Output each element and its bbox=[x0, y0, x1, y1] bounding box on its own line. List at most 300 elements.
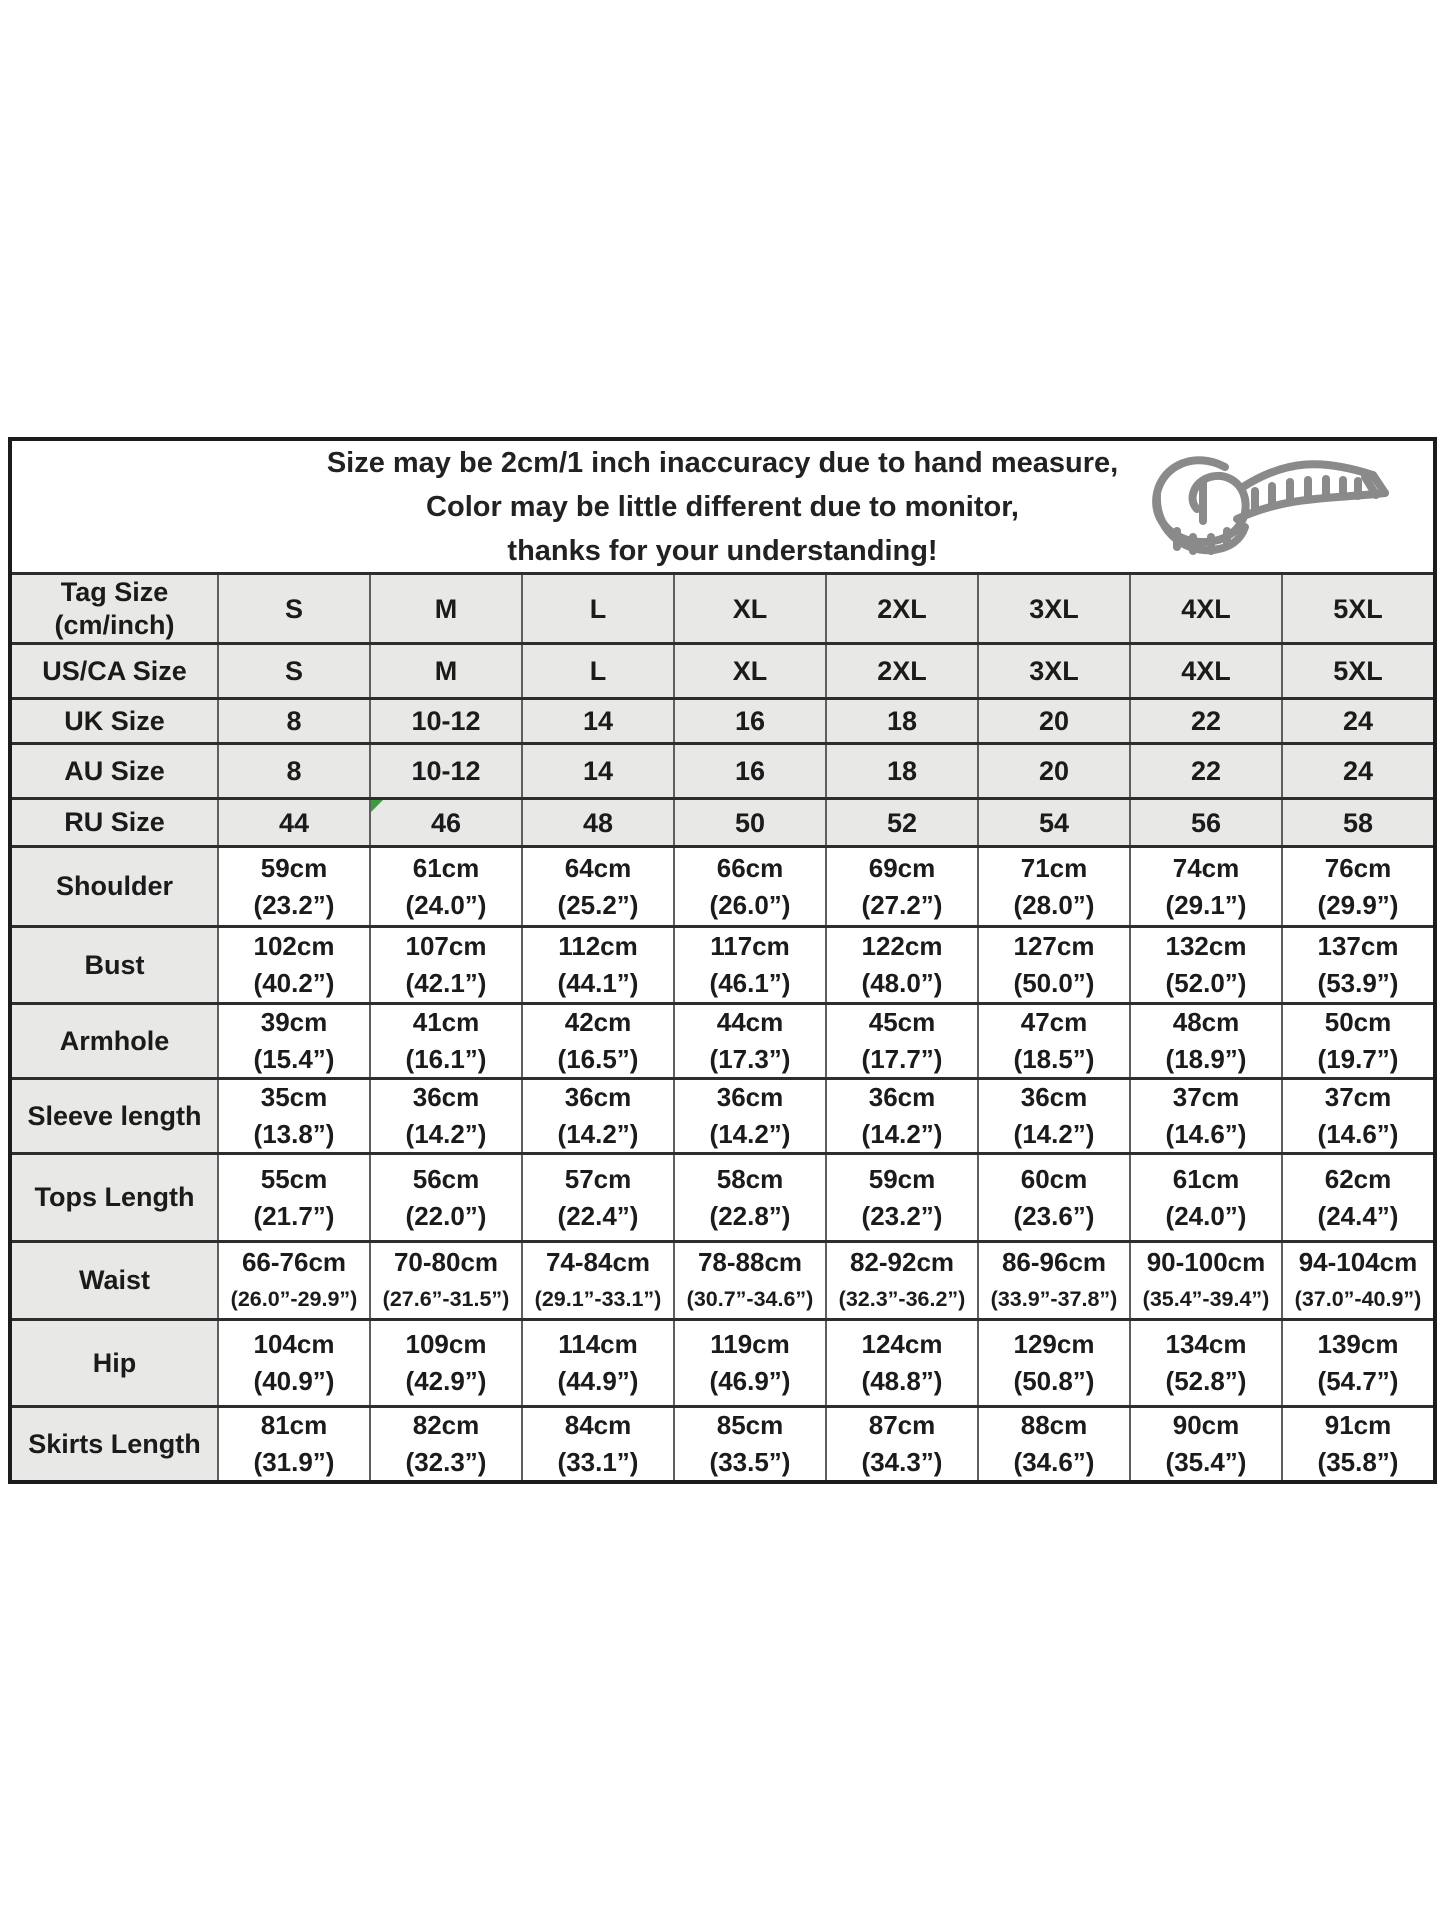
cell-skirts-length-2 bbox=[521, 1408, 673, 1480]
cell-inch-value: (46.9”) bbox=[709, 1366, 791, 1396]
cell-inch-value: (52.0”) bbox=[1165, 968, 1247, 998]
cell-cm-value: 36cm bbox=[716, 1082, 784, 1112]
cell-sleeve-length-2 bbox=[521, 1080, 673, 1152]
cell-cm-value: 127cm bbox=[1013, 931, 1095, 961]
cell-us-ca-size-7 bbox=[1281, 645, 1433, 697]
cell-cm-value: 66-76cm bbox=[241, 1246, 347, 1277]
cell-cm-value: 134cm bbox=[1165, 1329, 1247, 1359]
row-label-armhole bbox=[12, 1005, 217, 1077]
table-row-us-ca-size bbox=[12, 642, 1433, 697]
cell-inch-value: (48.0”) bbox=[861, 968, 943, 998]
cell-cm-value: 71cm bbox=[1020, 852, 1088, 883]
cell-value: 46 bbox=[430, 807, 462, 838]
cell-inch-value: (17.7”) bbox=[861, 1044, 943, 1074]
row-label-text: Sleeve length bbox=[27, 1100, 202, 1131]
cell-tops-length-7 bbox=[1281, 1155, 1433, 1240]
cell-armhole-0 bbox=[217, 1005, 369, 1077]
cell-uk-size-0 bbox=[217, 700, 369, 742]
row-label-text: Shoulder bbox=[55, 871, 173, 901]
cell-ru-size-6 bbox=[1129, 800, 1281, 845]
row-label-ru-size bbox=[12, 800, 217, 845]
cell-sleeve-length-5 bbox=[977, 1080, 1129, 1152]
cell-inch-value: (33.9”-37.8”) bbox=[990, 1286, 1118, 1311]
cell-ru-size-5 bbox=[977, 800, 1129, 845]
cell-inch-value: (27.6”-31.5”) bbox=[382, 1286, 510, 1311]
cell-waist-3 bbox=[673, 1243, 825, 1318]
cell-tag-size-6 bbox=[1129, 575, 1281, 642]
cell-inch-value: (40.2”) bbox=[253, 968, 335, 998]
cell-shoulder-2 bbox=[521, 848, 673, 925]
cell-tag-size-2 bbox=[521, 575, 673, 642]
cell-value: XL bbox=[732, 656, 768, 686]
row-label-skirts-length bbox=[12, 1408, 217, 1480]
cell-skirts-length-3 bbox=[673, 1408, 825, 1480]
cell-cm-value: 94-104cm bbox=[1298, 1246, 1418, 1277]
cell-cm-value: 70-80cm bbox=[393, 1246, 499, 1277]
cell-hip-0 bbox=[217, 1321, 369, 1405]
cell-value: 5XL bbox=[1333, 593, 1383, 624]
cell-inch-value: (35.8”) bbox=[1317, 1447, 1399, 1477]
cell-inch-value: (35.4”-39.4”) bbox=[1142, 1286, 1270, 1311]
cell-inch-value: (44.9”) bbox=[557, 1366, 639, 1396]
cell-ru-size-7 bbox=[1281, 800, 1433, 845]
cell-hip-2 bbox=[521, 1321, 673, 1405]
cell-inch-value: (28.0”) bbox=[1013, 889, 1095, 920]
cell-ru-size-0 bbox=[217, 800, 369, 845]
cell-sleeve-length-6 bbox=[1129, 1080, 1281, 1152]
cell-value: 44 bbox=[278, 807, 310, 838]
cell-inch-value: (33.1”) bbox=[557, 1447, 639, 1477]
cell-inch-value: (34.3”) bbox=[861, 1447, 943, 1477]
cell-cm-value: 82-92cm bbox=[849, 1246, 955, 1277]
cell-cm-value: 81cm bbox=[260, 1410, 328, 1440]
cell-uk-size-4 bbox=[825, 700, 977, 742]
cell-ru-size-2 bbox=[521, 800, 673, 845]
cell-inch-value: (48.8”) bbox=[861, 1366, 943, 1396]
cell-inch-value: (40.9”) bbox=[253, 1366, 335, 1396]
cell-bust-4 bbox=[825, 928, 977, 1002]
cell-inch-value: (18.5”) bbox=[1013, 1044, 1095, 1074]
cell-value: 4XL bbox=[1181, 656, 1231, 686]
row-label-tops-length bbox=[12, 1155, 217, 1240]
cell-waist-4 bbox=[825, 1243, 977, 1318]
measuring-tape-icon bbox=[1137, 443, 1399, 569]
cell-cm-value: 74cm bbox=[1172, 852, 1240, 883]
table-row-bust bbox=[12, 925, 1433, 1002]
cell-value: 54 bbox=[1038, 807, 1070, 838]
cell-cm-value: 102cm bbox=[253, 931, 335, 961]
cell-us-ca-size-3 bbox=[673, 645, 825, 697]
cell-value: 58 bbox=[1342, 807, 1374, 838]
cell-value: 18 bbox=[886, 756, 918, 786]
cell-ru-size-4 bbox=[825, 800, 977, 845]
cell-inch-value: (17.3”) bbox=[709, 1044, 791, 1074]
cell-cm-value: 35cm bbox=[260, 1082, 328, 1112]
cell-au-size-4 bbox=[825, 745, 977, 797]
cell-cm-value: 62cm bbox=[1324, 1163, 1392, 1194]
cell-inch-value: (54.7”) bbox=[1317, 1366, 1399, 1396]
cell-cm-value: 87cm bbox=[868, 1410, 936, 1440]
cell-inch-value: (14.2”) bbox=[557, 1119, 639, 1149]
cell-inch-value: (50.0”) bbox=[1013, 968, 1095, 998]
cell-tops-length-3 bbox=[673, 1155, 825, 1240]
cell-inch-value: (16.5”) bbox=[557, 1044, 639, 1074]
cell-tops-length-1 bbox=[369, 1155, 521, 1240]
cell-shoulder-3 bbox=[673, 848, 825, 925]
cell-inch-value: (15.4”) bbox=[253, 1044, 335, 1074]
cell-cm-value: 47cm bbox=[1020, 1007, 1088, 1037]
cell-uk-size-2 bbox=[521, 700, 673, 742]
cell-shoulder-1 bbox=[369, 848, 521, 925]
notice-line-1: Size may be 2cm/1 inch inaccuracy due to hand measure, bbox=[326, 446, 1119, 479]
cell-uk-size-1 bbox=[369, 700, 521, 742]
cell-cm-value: 82cm bbox=[412, 1410, 480, 1440]
cell-uk-size-3 bbox=[673, 700, 825, 742]
cell-value: 22 bbox=[1190, 756, 1222, 786]
cell-cm-value: 60cm bbox=[1020, 1163, 1088, 1194]
cell-tag-size-1 bbox=[369, 575, 521, 642]
cell-corner-marker bbox=[371, 800, 383, 812]
notice-line-3: thanks for your understanding! bbox=[507, 534, 938, 567]
cell-inch-value: (22.8”) bbox=[709, 1200, 791, 1231]
cell-inch-value: (14.2”) bbox=[709, 1119, 791, 1149]
cell-inch-value: (50.8”) bbox=[1013, 1366, 1095, 1396]
cell-au-size-7 bbox=[1281, 745, 1433, 797]
cell-inch-value: (53.9”) bbox=[1317, 968, 1399, 998]
cell-tops-length-2 bbox=[521, 1155, 673, 1240]
row-label-text: Bust bbox=[84, 949, 145, 980]
cell-inch-value: (24.0”) bbox=[1165, 1200, 1247, 1231]
cell-tag-size-5 bbox=[977, 575, 1129, 642]
cell-value: 2XL bbox=[877, 656, 927, 686]
cell-hip-3 bbox=[673, 1321, 825, 1405]
cell-cm-value: 117cm bbox=[710, 931, 790, 961]
cell-value: 5XL bbox=[1333, 656, 1383, 686]
row-label-text: UK Size bbox=[64, 705, 165, 736]
cell-inch-value: (52.8”) bbox=[1165, 1366, 1247, 1396]
cell-value: 2XL bbox=[877, 593, 927, 624]
cell-value: 22 bbox=[1190, 706, 1222, 736]
cell-tag-size-3 bbox=[673, 575, 825, 642]
cell-us-ca-size-6 bbox=[1129, 645, 1281, 697]
cell-inch-value: (42.9”) bbox=[405, 1366, 487, 1396]
cell-value: M bbox=[434, 656, 458, 686]
cell-tag-size-7 bbox=[1281, 575, 1433, 642]
table-row-ru-size bbox=[12, 797, 1433, 845]
cell-value: M bbox=[434, 593, 458, 624]
row-label-au-size bbox=[12, 745, 217, 797]
table-row-armhole bbox=[12, 1002, 1433, 1077]
cell-skirts-length-5 bbox=[977, 1408, 1129, 1480]
cell-value: 3XL bbox=[1029, 593, 1079, 624]
table-row-waist bbox=[12, 1240, 1433, 1318]
cell-cm-value: 41cm bbox=[412, 1007, 480, 1037]
row-label-hip bbox=[12, 1321, 217, 1405]
cell-us-ca-size-1 bbox=[369, 645, 521, 697]
row-label-text: AU Size bbox=[64, 755, 165, 786]
cell-cm-value: 139cm bbox=[1317, 1329, 1399, 1359]
cell-armhole-6 bbox=[1129, 1005, 1281, 1077]
cell-tops-length-5 bbox=[977, 1155, 1129, 1240]
cell-cm-value: 109cm bbox=[405, 1329, 487, 1359]
cell-waist-0 bbox=[217, 1243, 369, 1318]
cell-uk-size-6 bbox=[1129, 700, 1281, 742]
cell-inch-value: (19.7”) bbox=[1317, 1044, 1399, 1074]
cell-uk-size-5 bbox=[977, 700, 1129, 742]
cell-cm-value: 37cm bbox=[1172, 1082, 1240, 1112]
cell-bust-7 bbox=[1281, 928, 1433, 1002]
cell-inch-value: (26.0”) bbox=[709, 889, 791, 920]
cell-hip-6 bbox=[1129, 1321, 1281, 1405]
row-label-sleeve-length bbox=[12, 1080, 217, 1152]
cell-tops-length-4 bbox=[825, 1155, 977, 1240]
cell-cm-value: 36cm bbox=[868, 1082, 936, 1112]
cell-sleeve-length-0 bbox=[217, 1080, 369, 1152]
cell-value: 10-12 bbox=[411, 706, 481, 736]
cell-inch-value: (37.0”-40.9”) bbox=[1294, 1286, 1422, 1311]
cell-inch-value: (31.9”) bbox=[253, 1447, 335, 1477]
cell-au-size-5 bbox=[977, 745, 1129, 797]
cell-inch-value: (23.2”) bbox=[861, 1200, 943, 1231]
table-row-sleeve-length bbox=[12, 1077, 1433, 1152]
cell-bust-0 bbox=[217, 928, 369, 1002]
cell-hip-4 bbox=[825, 1321, 977, 1405]
cell-us-ca-size-2 bbox=[521, 645, 673, 697]
cell-value: 3XL bbox=[1029, 656, 1079, 686]
cell-inch-value: (32.3”) bbox=[405, 1447, 487, 1477]
cell-inch-value: (22.0”) bbox=[405, 1200, 487, 1231]
cell-inch-value: (42.1”) bbox=[405, 968, 487, 998]
row-label-uk-size bbox=[12, 700, 217, 742]
cell-waist-1 bbox=[369, 1243, 521, 1318]
cell-bust-6 bbox=[1129, 928, 1281, 1002]
cell-uk-size-7 bbox=[1281, 700, 1433, 742]
cell-inch-value: (29.1”) bbox=[1165, 889, 1247, 920]
cell-cm-value: 74-84cm bbox=[545, 1246, 651, 1277]
cell-hip-1 bbox=[369, 1321, 521, 1405]
cell-cm-value: 85cm bbox=[716, 1410, 784, 1440]
table-row-tops-length bbox=[12, 1152, 1433, 1240]
cell-inch-value: (13.8”) bbox=[253, 1119, 335, 1149]
cell-tag-size-0 bbox=[217, 575, 369, 642]
cell-armhole-7 bbox=[1281, 1005, 1433, 1077]
cell-shoulder-6 bbox=[1129, 848, 1281, 925]
cell-inch-value: (14.2”) bbox=[861, 1119, 943, 1149]
cell-cm-value: 58cm bbox=[716, 1163, 784, 1194]
row-label-waist bbox=[12, 1243, 217, 1318]
cell-bust-2 bbox=[521, 928, 673, 1002]
cell-skirts-length-7 bbox=[1281, 1408, 1433, 1480]
cell-tops-length-0 bbox=[217, 1155, 369, 1240]
cell-cm-value: 45cm bbox=[868, 1007, 936, 1037]
cell-cm-value: 104cm bbox=[253, 1329, 335, 1359]
cell-inch-value: (23.6”) bbox=[1013, 1200, 1095, 1231]
cell-inch-value: (14.2”) bbox=[1013, 1119, 1095, 1149]
cell-ru-size-1 bbox=[369, 800, 521, 845]
cell-skirts-length-4 bbox=[825, 1408, 977, 1480]
table-row-hip bbox=[12, 1318, 1433, 1405]
cell-value: 8 bbox=[286, 756, 302, 786]
cell-cm-value: 129cm bbox=[1013, 1329, 1095, 1359]
notice-line-2: Color may be little different due to monitor, bbox=[426, 490, 1019, 523]
cell-cm-value: 50cm bbox=[1324, 1007, 1392, 1037]
row-label-text: Hip bbox=[92, 1347, 137, 1378]
cell-cm-value: 78-88cm bbox=[697, 1246, 803, 1277]
cell-au-size-2 bbox=[521, 745, 673, 797]
cell-value: S bbox=[284, 593, 303, 624]
cell-us-ca-size-0 bbox=[217, 645, 369, 697]
cell-inch-value: (21.7”) bbox=[253, 1200, 335, 1231]
cell-bust-3 bbox=[673, 928, 825, 1002]
cell-tag-size-4 bbox=[825, 575, 977, 642]
cell-value: L bbox=[589, 593, 607, 624]
cell-armhole-4 bbox=[825, 1005, 977, 1077]
cell-cm-value: 124cm bbox=[861, 1329, 943, 1359]
cell-value: 18 bbox=[886, 706, 918, 736]
cell-inch-value: (44.1”) bbox=[557, 968, 639, 998]
row-label-text: US/CA Size bbox=[42, 655, 187, 686]
cell-cm-value: 36cm bbox=[1020, 1082, 1088, 1112]
cell-au-size-3 bbox=[673, 745, 825, 797]
cell-value: XL bbox=[732, 593, 768, 624]
cell-inch-value: (24.0”) bbox=[405, 889, 487, 920]
cell-skirts-length-0 bbox=[217, 1408, 369, 1480]
table-row-skirts-length bbox=[12, 1405, 1433, 1480]
cell-value: L bbox=[589, 656, 607, 686]
cell-sleeve-length-1 bbox=[369, 1080, 521, 1152]
cell-au-size-6 bbox=[1129, 745, 1281, 797]
cell-cm-value: 107cm bbox=[405, 931, 487, 961]
cell-cm-value: 36cm bbox=[412, 1082, 480, 1112]
cell-inch-value: (32.3”-36.2”) bbox=[838, 1286, 966, 1311]
cell-cm-value: 69cm bbox=[868, 852, 936, 883]
cell-cm-value: 42cm bbox=[564, 1007, 632, 1037]
cell-armhole-2 bbox=[521, 1005, 673, 1077]
cell-cm-value: 88cm bbox=[1020, 1410, 1088, 1440]
cell-value: 20 bbox=[1038, 706, 1070, 736]
cell-cm-value: 61cm bbox=[1172, 1163, 1240, 1194]
cell-cm-value: 122cm bbox=[861, 931, 943, 961]
cell-inch-value: (34.6”) bbox=[1013, 1447, 1095, 1477]
cell-sleeve-length-3 bbox=[673, 1080, 825, 1152]
cell-cm-value: 112cm bbox=[558, 931, 638, 961]
cell-armhole-5 bbox=[977, 1005, 1129, 1077]
cell-value: 24 bbox=[1342, 706, 1374, 736]
cell-value: S bbox=[284, 656, 303, 686]
cell-cm-value: 37cm bbox=[1324, 1082, 1392, 1112]
cell-cm-value: 66cm bbox=[716, 852, 784, 883]
cell-us-ca-size-5 bbox=[977, 645, 1129, 697]
cell-inch-value: (46.1”) bbox=[709, 968, 791, 998]
cell-cm-value: 64cm bbox=[564, 852, 632, 883]
cell-cm-value: 90cm bbox=[1172, 1410, 1240, 1440]
cell-inch-value: (25.2”) bbox=[557, 889, 639, 920]
table-row-shoulder bbox=[12, 845, 1433, 925]
cell-inch-value: (14.6”) bbox=[1317, 1119, 1399, 1149]
cell-cm-value: 59cm bbox=[868, 1163, 936, 1194]
cell-inch-value: (18.9”) bbox=[1165, 1044, 1247, 1074]
cell-cm-value: 84cm bbox=[564, 1410, 632, 1440]
cell-inch-value: (29.9”) bbox=[1317, 889, 1399, 920]
cell-value: 14 bbox=[582, 706, 614, 736]
cell-tops-length-6 bbox=[1129, 1155, 1281, 1240]
cell-cm-value: 36cm bbox=[564, 1082, 632, 1112]
cell-armhole-3 bbox=[673, 1005, 825, 1077]
row-label-text: RU Size bbox=[64, 807, 165, 837]
cell-waist-6 bbox=[1129, 1243, 1281, 1318]
cell-value: 8 bbox=[286, 706, 302, 736]
cell-cm-value: 57cm bbox=[564, 1163, 632, 1194]
cell-value: 14 bbox=[582, 756, 614, 786]
cell-inch-value: (26.0”-29.9”) bbox=[230, 1286, 358, 1311]
cell-shoulder-5 bbox=[977, 848, 1129, 925]
notice-banner bbox=[12, 441, 1433, 572]
cell-value: 56 bbox=[1190, 807, 1222, 838]
cell-cm-value: 90-100cm bbox=[1146, 1246, 1266, 1277]
table-row-au-size bbox=[12, 742, 1433, 797]
cell-cm-value: 61cm bbox=[412, 852, 480, 883]
row-label-bust bbox=[12, 928, 217, 1002]
table-row-tag-size bbox=[12, 572, 1433, 642]
cell-cm-value: 114cm bbox=[558, 1329, 638, 1359]
cell-inch-value: (24.4”) bbox=[1317, 1200, 1399, 1231]
cell-hip-5 bbox=[977, 1321, 1129, 1405]
cell-cm-value: 132cm bbox=[1165, 931, 1247, 961]
cell-waist-5 bbox=[977, 1243, 1129, 1318]
cell-bust-5 bbox=[977, 928, 1129, 1002]
row-label-us-ca-size bbox=[12, 645, 217, 697]
cell-cm-value: 91cm bbox=[1324, 1410, 1392, 1440]
cell-waist-2 bbox=[521, 1243, 673, 1318]
cell-value: 50 bbox=[734, 807, 766, 838]
cell-inch-value: (33.5”) bbox=[709, 1447, 791, 1477]
cell-cm-value: 86-96cm bbox=[1001, 1246, 1107, 1277]
cell-waist-7 bbox=[1281, 1243, 1433, 1318]
cell-inch-value: (16.1”) bbox=[405, 1044, 487, 1074]
cell-cm-value: 119cm bbox=[710, 1329, 790, 1359]
cell-value: 24 bbox=[1342, 756, 1374, 786]
cell-inch-value: (30.7”-34.6”) bbox=[686, 1286, 814, 1311]
cell-cm-value: 48cm bbox=[1172, 1007, 1240, 1037]
cell-cm-value: 44cm bbox=[716, 1007, 784, 1037]
cell-value: 4XL bbox=[1181, 593, 1231, 624]
cell-bust-1 bbox=[369, 928, 521, 1002]
cell-cm-value: 55cm bbox=[260, 1163, 328, 1194]
cell-sleeve-length-7 bbox=[1281, 1080, 1433, 1152]
cell-value: 10-12 bbox=[411, 756, 481, 786]
cell-skirts-length-1 bbox=[369, 1408, 521, 1480]
cell-cm-value: 137cm bbox=[1317, 931, 1399, 961]
cell-hip-7 bbox=[1281, 1321, 1433, 1405]
size-chart-table bbox=[8, 437, 1437, 1484]
cell-inch-value: (14.6”) bbox=[1165, 1119, 1247, 1149]
row-label-text: Tops Length bbox=[34, 1182, 195, 1212]
cell-inch-value: (23.2”) bbox=[253, 889, 335, 920]
cell-cm-value: 56cm bbox=[412, 1163, 480, 1194]
row-label-text: (cm/inch) bbox=[54, 609, 175, 640]
table-row-uk-size bbox=[12, 697, 1433, 742]
cell-value: 48 bbox=[582, 807, 614, 838]
cell-inch-value: (35.4”) bbox=[1165, 1447, 1247, 1477]
cell-value: 16 bbox=[734, 756, 766, 786]
cell-au-size-0 bbox=[217, 745, 369, 797]
row-label-text: Skirts Length bbox=[28, 1428, 201, 1459]
row-label-text: Tag Size bbox=[60, 576, 169, 607]
cell-cm-value: 39cm bbox=[260, 1007, 328, 1037]
cell-value: 16 bbox=[734, 706, 766, 736]
cell-sleeve-length-4 bbox=[825, 1080, 977, 1152]
cell-shoulder-0 bbox=[217, 848, 369, 925]
